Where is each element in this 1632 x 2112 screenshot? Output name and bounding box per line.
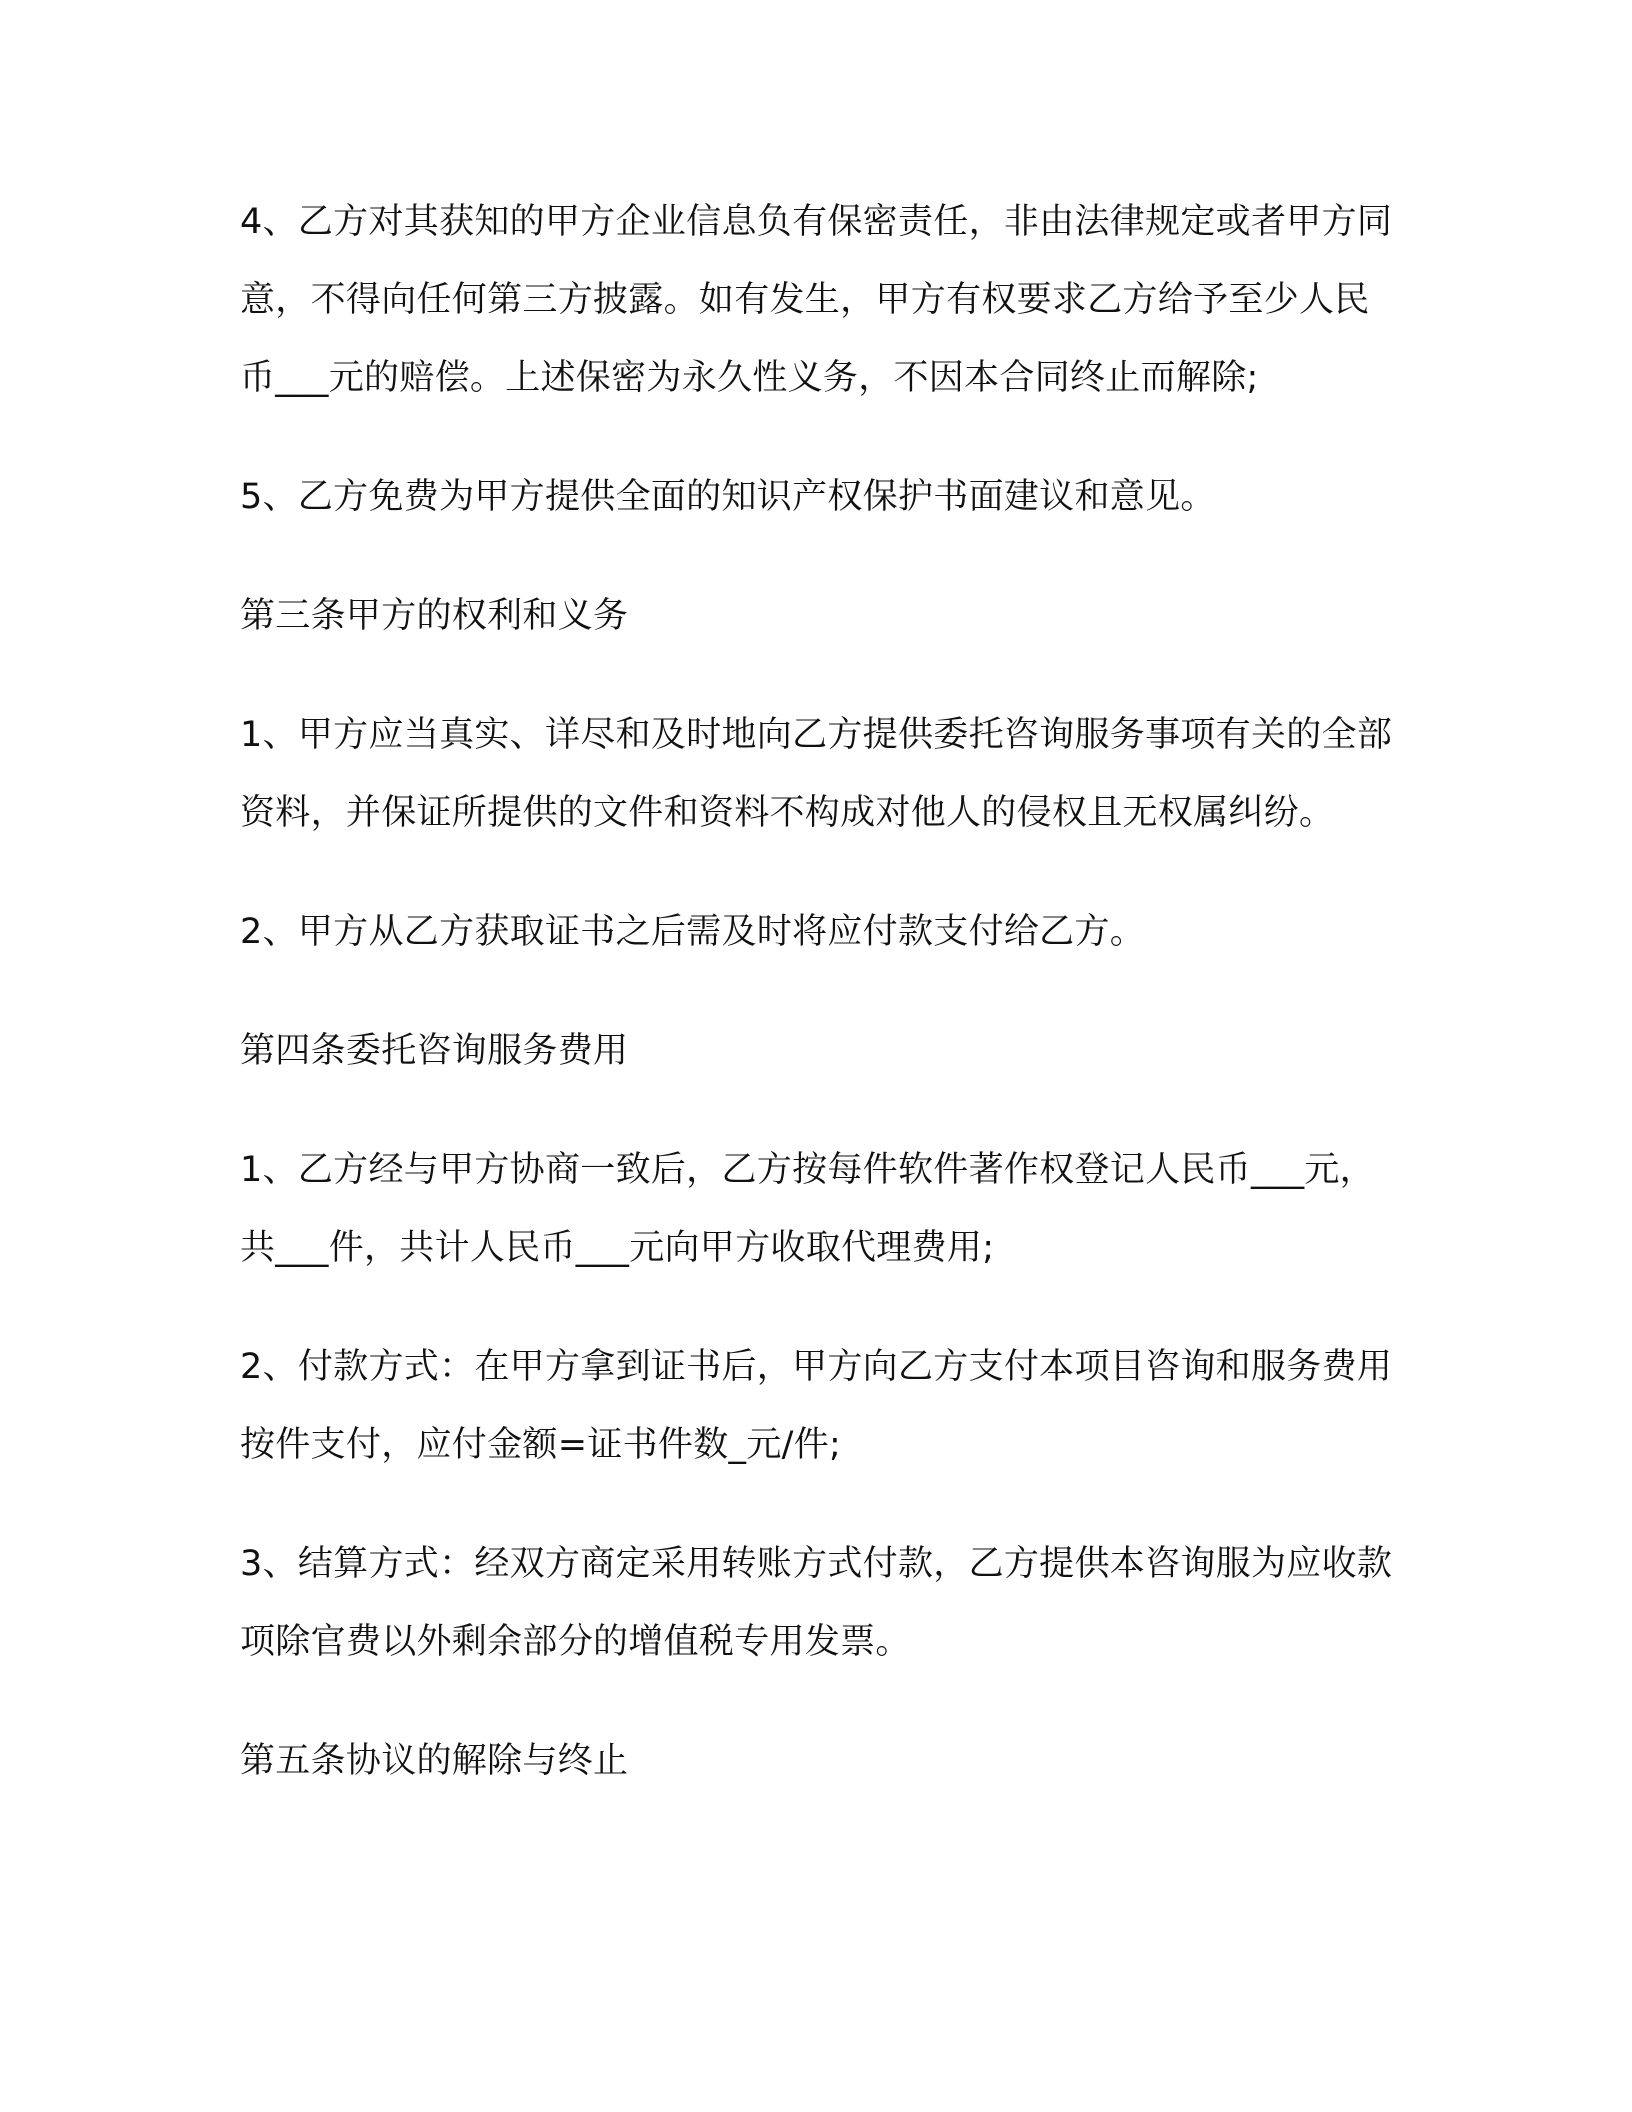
clause-4-item-2: 2、付款方式：在甲方拿到证书后，甲方向乙方支付本项目咨询和服务费用按件支付，应付金额=证书件数_元/件;: [240, 1347, 1393, 1465]
article-5-heading: 第五条协议的解除与终止: [240, 1741, 629, 1781]
clause-4-item-3: 3、结算方式：经双方商定采用转账方式付款，乙方提供本咨询服为应收款项除官费以外剩余部分的增值税专用发票。: [240, 1544, 1393, 1662]
clause-2-item-5: 5、乙方免费为甲方提供全面的知识产权保护书面建议和意见。: [240, 477, 1216, 517]
clause-2-item-4: 4、乙方对其获知的甲方企业信息负有保密责任，非由法律规定或者甲方同意，不得向任何第三方披露。如有发生，甲方有权要求乙方给予至少人民币___元的赔偿。上述保密为永久性义务，不因本合同终止而解除;: [240, 202, 1393, 398]
article-4-heading: 第四条委托咨询服务费用: [240, 1031, 629, 1071]
clause-3-item-2: 2、甲方从乙方获取证书之后需及时将应付款支付给乙方。: [240, 912, 1146, 952]
clause-3-item-1: 1、甲方应当真实、详尽和及时地向乙方提供委托咨询服务事项有关的全部资料，并保证所提供的文件和资料不构成对他人的侵权且无权属纠纷。: [240, 715, 1393, 833]
clause-4-item-1: 1、乙方经与甲方协商一致后，乙方按每件软件著作权登记人民币___元，共___件，共计人民币___元向甲方收取代理费用;: [240, 1150, 1375, 1268]
document-body: [240, 183, 1400, 1841]
article-3-heading: 第三条甲方的权利和义务: [240, 596, 629, 636]
